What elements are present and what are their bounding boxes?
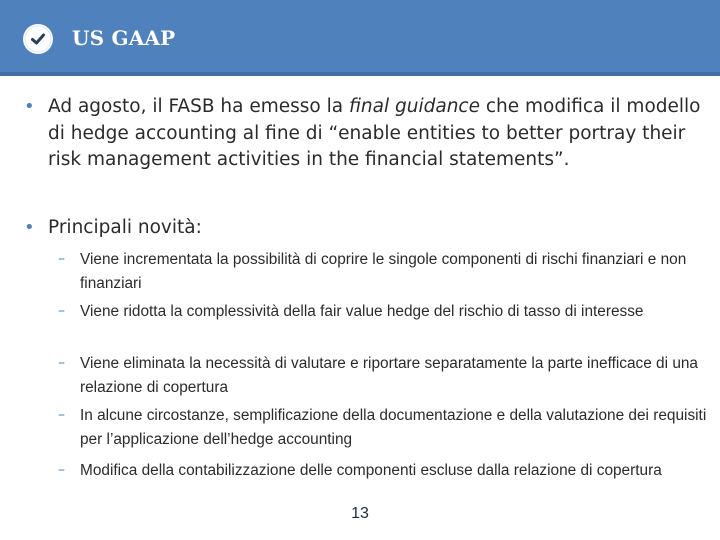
- page-number: 13: [351, 505, 369, 522]
- dash-marker: –: [58, 251, 65, 267]
- sub-bullet-text: Viene ridotta la complessività della fair value hedge del rischio di tasso di interesse: [80, 303, 644, 320]
- bullet-marker: •: [24, 96, 35, 117]
- emphasis: final guidance: [348, 96, 480, 117]
- check-circle-icon: [23, 24, 53, 54]
- slide-title: US GAAP: [72, 26, 176, 50]
- dash-marker: –: [58, 407, 65, 423]
- bullet-text: Principali novità:: [48, 217, 202, 238]
- dash-marker: –: [58, 462, 65, 478]
- dash-marker: –: [58, 355, 65, 371]
- dash-marker: –: [58, 303, 65, 319]
- title-bar-shadow: [0, 72, 720, 76]
- sub-bullet-text: In alcune circostanze, semplificazione della documentazione e della valutazione dei requisiti per l’applicazione dell’hedge accounting: [80, 407, 707, 448]
- sub-bullet-text: Modifica della contabilizzazione delle componenti escluse dalla relazione di copertura: [80, 462, 662, 479]
- bullet-marker: •: [24, 217, 35, 238]
- sub-bullet-text: Viene incrementata la possibilità di coprire le singole componenti di rischi finanziari e non finanziari: [80, 251, 687, 292]
- bullet-text: Ad agosto, il FASB ha emesso la final guidance che modifica il modello di hedge accounting al fine di “enable entities to better portray their risk management activities in the financial statements”.: [48, 96, 701, 170]
- sub-bullet-text: Viene eliminata la necessità di valutare e riportare separatamente la parte inefficace di una relazione di copertura: [80, 355, 698, 396]
